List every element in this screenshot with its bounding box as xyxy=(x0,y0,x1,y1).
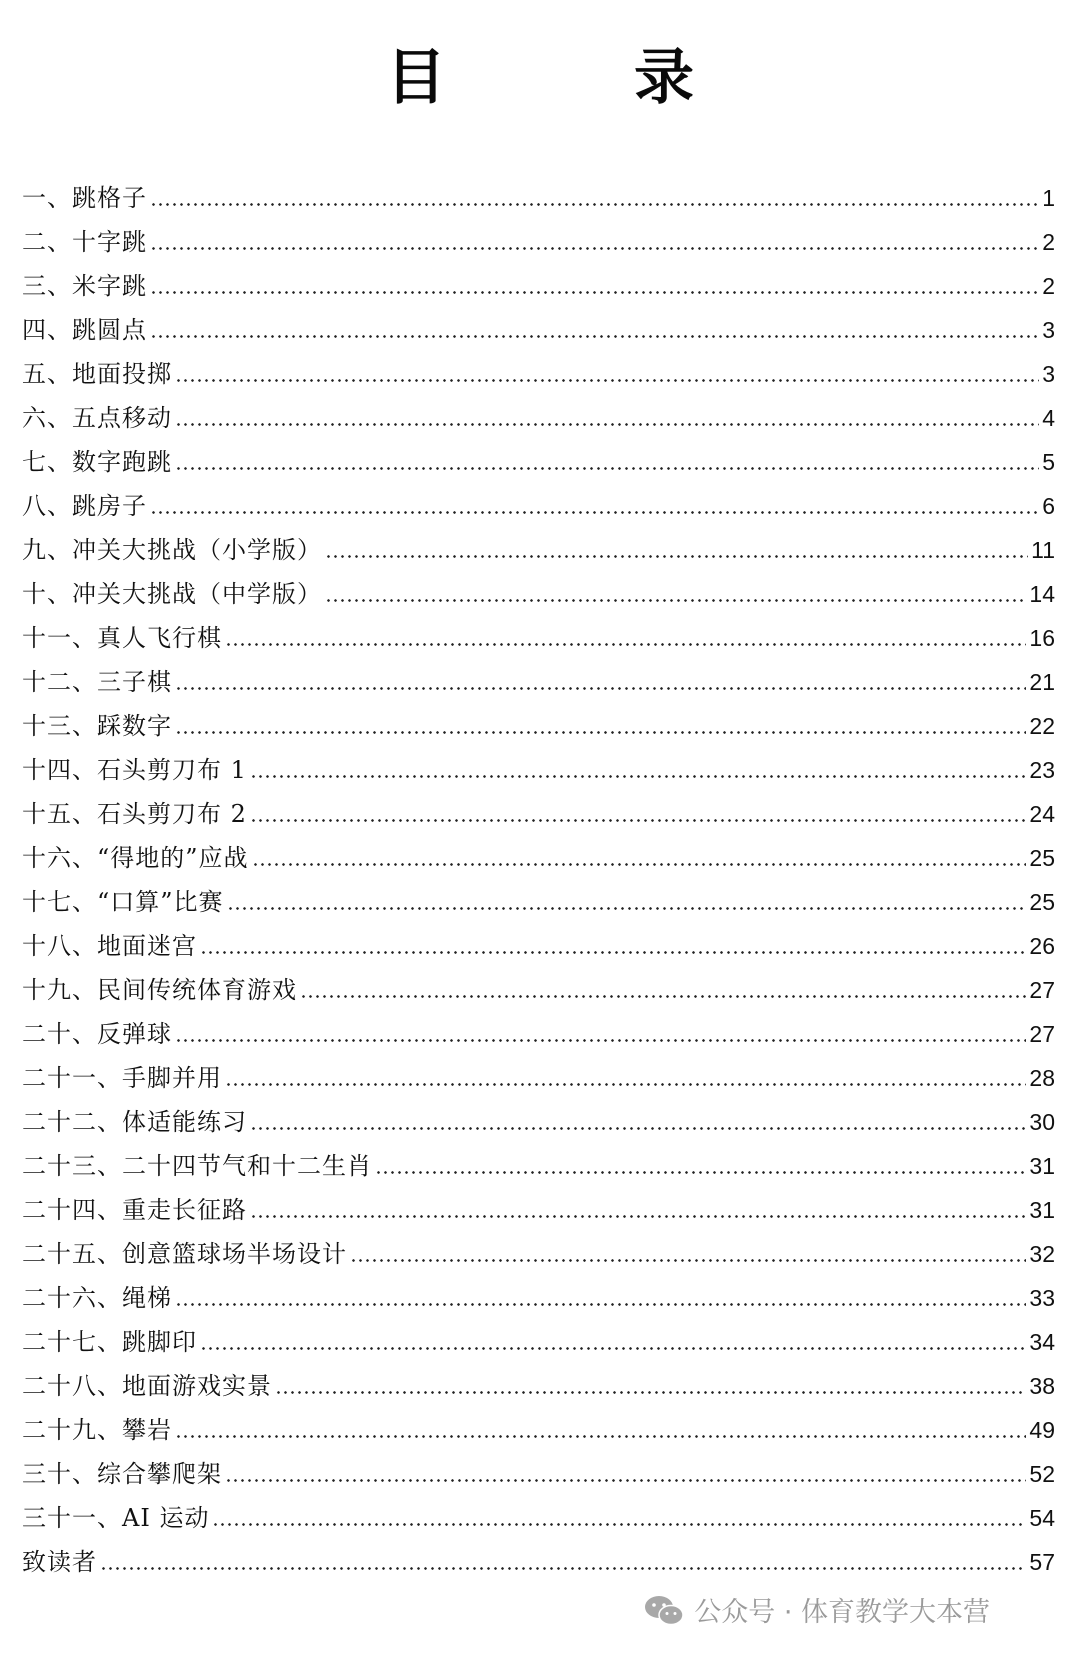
toc-entry[interactable] xyxy=(22,1092,1055,1136)
dot-leader xyxy=(200,951,1026,954)
toc-entry-label: 二十九、攀岩 xyxy=(22,1416,172,1444)
toc-entry[interactable] xyxy=(22,1268,1055,1312)
toc-entry-page-number: 33 xyxy=(1029,1285,1055,1311)
toc-entry-page-number: 27 xyxy=(1029,977,1055,1003)
toc-entry-label: 十九、民间传统体育游戏 xyxy=(22,976,297,1004)
watermark-text: 公众号 · 体育教学大本营 xyxy=(694,1597,990,1628)
dot-leader xyxy=(250,775,1027,778)
toc-entry-page-number: 6 xyxy=(1042,493,1055,519)
toc-entry-label: 二十三、二十四节气和十二生肖 xyxy=(22,1152,372,1180)
dot-leader xyxy=(225,1083,1026,1086)
toc-entry-page-number: 34 xyxy=(1029,1329,1055,1355)
toc-entry[interactable] xyxy=(22,1312,1055,1356)
toc-entry-page-number: 2 xyxy=(1042,229,1055,255)
toc-entry-page-number: 32 xyxy=(1029,1241,1055,1267)
toc-entry-label: 八、跳房子 xyxy=(22,492,147,520)
dot-leader xyxy=(250,1215,1026,1218)
toc-entry-label: 十五、石头剪刀布 2 xyxy=(22,800,247,828)
toc-entry-label: 二十六、绳梯 xyxy=(22,1284,172,1312)
toc-entry-page-number: 38 xyxy=(1029,1373,1055,1399)
dot-leader xyxy=(100,1567,1026,1570)
dot-leader xyxy=(225,643,1026,646)
watermark xyxy=(644,1590,990,1629)
toc-entry-page-number: 31 xyxy=(1029,1153,1055,1179)
toc-entry-page-number: 3 xyxy=(1042,361,1055,387)
toc-entry-page-number: 21 xyxy=(1029,669,1055,695)
toc-entry-page-number: 11 xyxy=(1031,537,1055,563)
toc-entry-page-number: 52 xyxy=(1029,1461,1055,1487)
toc-entry-label: 三十一、AI 运动 xyxy=(22,1504,210,1532)
toc-entry-page-number: 22 xyxy=(1029,713,1055,739)
toc-entry-page-number: 1 xyxy=(1042,185,1055,211)
toc-entry[interactable] xyxy=(22,1180,1055,1224)
toc-entry-page-number: 57 xyxy=(1029,1549,1055,1575)
toc-entry[interactable] xyxy=(22,1136,1055,1180)
toc-entry-page-number: 28 xyxy=(1029,1065,1055,1091)
toc-entry[interactable] xyxy=(22,1004,1055,1048)
toc-entry[interactable] xyxy=(22,256,1055,300)
dot-leader xyxy=(375,1171,1026,1174)
dot-leader xyxy=(175,467,1039,470)
toc-entry-label: 二、十字跳 xyxy=(22,228,147,256)
toc-entry-label: 三、米字跳 xyxy=(22,272,147,300)
dot-leader xyxy=(250,819,1027,822)
dot-leader xyxy=(175,1039,1026,1042)
toc-entry[interactable] xyxy=(22,652,1055,696)
toc-entry-label: 致读者 xyxy=(22,1548,97,1576)
toc-entry[interactable] xyxy=(22,740,1055,784)
toc-entry-label: 十一、真人飞行棋 xyxy=(22,624,222,652)
toc-entry[interactable] xyxy=(22,476,1055,520)
toc-entry[interactable] xyxy=(22,1356,1055,1400)
toc-entry-page-number: 23 xyxy=(1029,757,1055,783)
toc-entry[interactable] xyxy=(22,1488,1055,1532)
dot-leader xyxy=(227,907,1027,910)
toc-entry[interactable] xyxy=(22,388,1055,432)
dot-leader xyxy=(212,1523,1026,1526)
toc-entry-page-number: 25 xyxy=(1029,889,1055,915)
toc-entry-page-number: 31 xyxy=(1029,1197,1055,1223)
toc-entry[interactable] xyxy=(22,1532,1055,1576)
wechat-icon xyxy=(644,1594,684,1626)
page-title: 目 录 xyxy=(386,43,758,113)
dot-leader xyxy=(150,203,1039,206)
toc-entry-label: 二十二、体适能练习 xyxy=(22,1108,247,1136)
toc-entry[interactable] xyxy=(22,432,1055,476)
toc-entry-label: 十二、三子棋 xyxy=(22,668,172,696)
dot-leader xyxy=(175,379,1039,382)
toc-entry[interactable] xyxy=(22,520,1055,564)
toc-entry-page-number: 14 xyxy=(1029,581,1055,607)
toc-entry-page-number: 5 xyxy=(1042,449,1055,475)
dot-leader xyxy=(350,1259,1026,1262)
toc-entry-label: 六、五点移动 xyxy=(22,404,172,432)
toc-entry-label: 二十八、地面游戏实景 xyxy=(22,1372,272,1400)
toc-entry-label: 十七、“口算”比赛 xyxy=(22,888,224,916)
toc-entry[interactable] xyxy=(22,828,1055,872)
toc-entry[interactable] xyxy=(22,872,1055,916)
dot-leader xyxy=(275,1391,1026,1394)
dot-leader xyxy=(325,555,1028,558)
toc-entry[interactable] xyxy=(22,168,1055,212)
toc-entry-label: 二十、反弹球 xyxy=(22,1020,172,1048)
toc-entry-page-number: 3 xyxy=(1042,317,1055,343)
toc-entry[interactable] xyxy=(22,1400,1055,1444)
dot-leader xyxy=(252,863,1027,866)
dot-leader xyxy=(175,423,1039,426)
toc-entry-page-number: 27 xyxy=(1029,1021,1055,1047)
toc-entry-page-number: 30 xyxy=(1029,1109,1055,1135)
toc-entry-page-number: 4 xyxy=(1042,405,1055,431)
toc-entry[interactable] xyxy=(22,564,1055,608)
toc-entry-label: 一、跳格子 xyxy=(22,184,147,212)
table-of-contents xyxy=(22,168,1055,1576)
toc-entry[interactable] xyxy=(22,1224,1055,1268)
toc-entry-label: 二十七、跳脚印 xyxy=(22,1328,197,1356)
dot-leader xyxy=(175,1435,1026,1438)
toc-entry-page-number: 54 xyxy=(1029,1505,1055,1531)
dot-leader xyxy=(150,511,1039,514)
toc-entry[interactable] xyxy=(22,696,1055,740)
toc-entry-label: 十、冲关大挑战（中学版） xyxy=(22,580,322,608)
toc-entry-label: 十六、“得地的”应战 xyxy=(22,844,249,872)
dot-leader xyxy=(225,1479,1026,1482)
dot-leader xyxy=(300,995,1026,998)
dot-leader xyxy=(200,1347,1026,1350)
dot-leader xyxy=(175,1303,1026,1306)
toc-entry-label: 七、数字跑跳 xyxy=(22,448,172,476)
toc-entry-label: 二十五、创意篮球场半场设计 xyxy=(22,1240,347,1268)
dot-leader xyxy=(250,1127,1026,1130)
toc-entry-page-number: 16 xyxy=(1029,625,1055,651)
toc-entry-label: 二十四、重走长征路 xyxy=(22,1196,247,1224)
dot-leader xyxy=(175,731,1026,734)
toc-entry-page-number: 49 xyxy=(1029,1417,1055,1443)
dot-leader xyxy=(325,599,1026,602)
toc-entry[interactable] xyxy=(22,1048,1055,1092)
toc-entry[interactable] xyxy=(22,1444,1055,1488)
toc-entry[interactable] xyxy=(22,608,1055,652)
toc-entry-page-number: 2 xyxy=(1042,273,1055,299)
dot-leader xyxy=(150,335,1039,338)
toc-entry-label: 九、冲关大挑战（小学版） xyxy=(22,536,322,564)
toc-entry[interactable] xyxy=(22,212,1055,256)
toc-entry-label: 四、跳圆点 xyxy=(22,316,147,344)
dot-leader xyxy=(175,687,1026,690)
toc-entry-label: 十四、石头剪刀布 1 xyxy=(22,756,247,784)
dot-leader xyxy=(150,247,1039,250)
toc-entry-page-number: 26 xyxy=(1029,933,1055,959)
dot-leader xyxy=(150,291,1039,294)
toc-entry-label: 五、地面投掷 xyxy=(22,360,172,388)
toc-entry-label: 三十、综合攀爬架 xyxy=(22,1460,222,1488)
toc-entry-label: 二十一、手脚并用 xyxy=(22,1064,222,1092)
toc-entry[interactable] xyxy=(22,784,1055,828)
toc-entry-label: 十三、踩数字 xyxy=(22,712,172,740)
toc-entry[interactable] xyxy=(22,960,1055,1004)
toc-entry-label: 十八、地面迷宫 xyxy=(22,932,197,960)
toc-entry[interactable] xyxy=(22,344,1055,388)
toc-entry-page-number: 24 xyxy=(1029,801,1055,827)
toc-entry[interactable] xyxy=(22,916,1055,960)
toc-entry[interactable] xyxy=(22,300,1055,344)
toc-entry-page-number: 25 xyxy=(1029,845,1055,871)
